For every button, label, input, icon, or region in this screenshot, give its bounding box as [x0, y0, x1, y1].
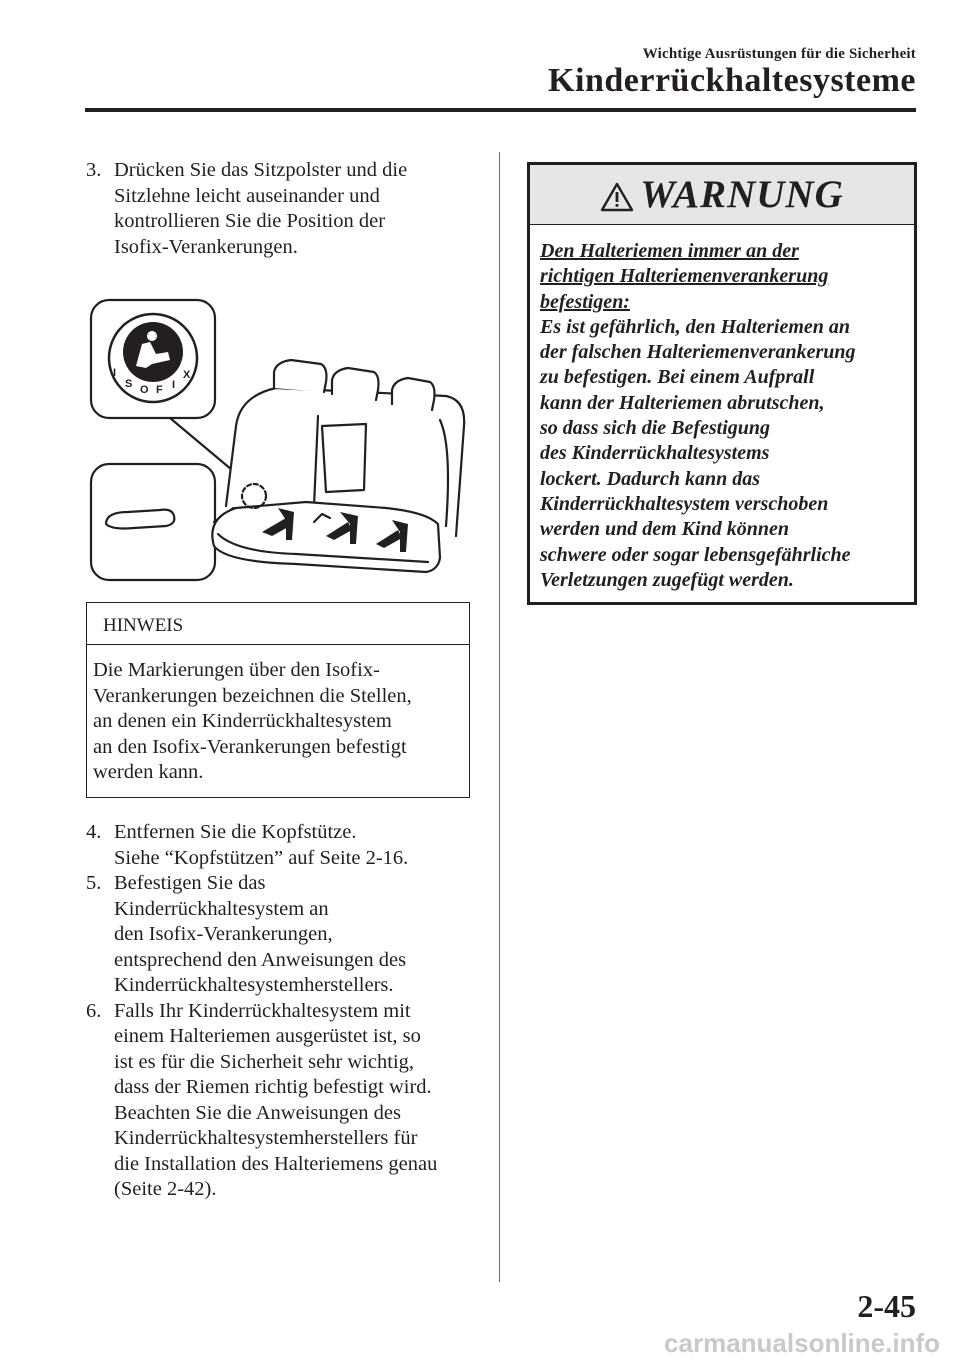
- page-number: 2-45: [857, 1288, 916, 1324]
- step-item: [86, 158, 486, 260]
- step-line: Siehe “Kopfstützen” auf Seite 2-16.: [114, 846, 409, 869]
- step-number: 5.: [86, 872, 102, 894]
- column-divider: [499, 152, 500, 1282]
- step-number: 3.: [86, 159, 102, 181]
- step-line: Drücken Sie das Sitzpolster und die: [114, 159, 408, 181]
- isofix-letter: I: [172, 379, 176, 391]
- step-line: dass der Riemen richtig befestigt wird.: [114, 1076, 432, 1098]
- steps-lower: [86, 820, 486, 1203]
- note-line: Die Markierungen über den Isofix-: [93, 659, 380, 681]
- warning-line: Kinderrückhaltesystem verschoben: [540, 492, 829, 515]
- warning-body: [530, 225, 914, 593]
- warning-heading-line: richtigen Halteriemenverankerung: [540, 265, 829, 288]
- warning-heading-line: Den Halteriemen immer an der: [540, 240, 799, 262]
- warning-line: schwere oder sogar lebensgefährliche: [540, 543, 851, 566]
- isofix-figure: [86, 296, 472, 586]
- note-line: an den Isofix-Verankerungen befestigt: [93, 735, 407, 758]
- warning-triangle-icon: [600, 182, 634, 212]
- warning-box: [527, 162, 917, 605]
- step-number: 6.: [86, 999, 102, 1022]
- step-text: [114, 158, 486, 260]
- warning-line: werden und dem Kind können: [540, 518, 789, 541]
- isofix-letter: F: [156, 384, 163, 396]
- step-number: 4.: [86, 821, 102, 843]
- step-item: [86, 820, 486, 871]
- step-text: [114, 999, 486, 1203]
- step-line: ist es für die Sicherheit sehr wichtig,: [114, 1050, 415, 1073]
- page-title: Kinderrückhaltesysteme: [548, 62, 916, 99]
- note-line: Verankerungen bezeichnen die Stellen,: [93, 684, 412, 707]
- steps-upper: [86, 158, 486, 260]
- warning-line: des Kinderrückhaltesystems: [540, 442, 770, 465]
- step-line: kontrollieren Sie die Position der: [114, 210, 386, 232]
- warning-header: [530, 165, 914, 225]
- section-subtitle: Wichtige Ausrüstungen für die Sicherheit: [642, 46, 916, 62]
- step-line: Entfernen Sie die Kopfstütze.: [114, 821, 357, 843]
- warning-line: Verletzungen zugefügt werden.: [540, 568, 794, 591]
- isofix-letter: X: [183, 369, 191, 381]
- note-body: [87, 645, 469, 786]
- isofix-letter: O: [140, 384, 149, 396]
- step-line: einem Halteriemen ausgerüstet ist, so: [114, 1025, 421, 1047]
- step-line: die Installation des Halteriemens genau: [114, 1152, 438, 1175]
- step-line: entsprechend den Anweisungen des: [114, 948, 407, 971]
- note-line: werden kann.: [93, 761, 204, 783]
- note-box: [86, 602, 470, 798]
- step-item: [86, 871, 486, 999]
- step-line: Sitzlehne leicht auseinander und: [114, 184, 380, 207]
- warning-line: zu befestigen. Bei einem Aufprall: [540, 366, 815, 389]
- warning-title: WARNUNG: [640, 173, 844, 216]
- step-line: (Seite 2-42).: [114, 1178, 217, 1200]
- step-line: den Isofix-Verankerungen,: [114, 923, 333, 945]
- step-line: Kinderrückhaltesystemherstellers für: [114, 1127, 418, 1149]
- rear-seat-illustration: [86, 296, 472, 586]
- warning-line: kann der Halteriemen abrutschen,: [540, 391, 825, 414]
- warning-heading-line: befestigen:: [540, 290, 630, 313]
- isofix-badge-icon: [109, 314, 197, 402]
- step-line: Beachten Sie die Anweisungen des: [114, 1101, 401, 1124]
- step-text: [114, 871, 486, 999]
- warning-line: Es ist gefährlich, den Halteriemen an: [540, 315, 851, 338]
- step-line: Befestigen Sie das: [114, 872, 266, 894]
- step-item: [86, 999, 486, 1203]
- note-line: an denen ein Kinderrückhaltesystem: [93, 710, 392, 732]
- warning-line: der falschen Halteriemenverankerung: [540, 341, 856, 364]
- step-line: Isofix-Verankerungen.: [114, 235, 298, 258]
- isofix-letter: I: [113, 367, 117, 379]
- step-text: [114, 820, 486, 871]
- watermark-text: carmanualsonline.info: [664, 1328, 940, 1358]
- warning-line: so dass sich die Befestigung: [540, 417, 771, 440]
- isofix-letter: S: [125, 378, 133, 390]
- warning-line: lockert. Dadurch kann das: [540, 467, 761, 490]
- step-line: Falls Ihr Kinderrückhaltesystem mit: [114, 999, 411, 1022]
- header-rule: [85, 108, 916, 112]
- note-title: HINWEIS: [87, 603, 469, 645]
- step-line: Kinderrückhaltesystemherstellers.: [114, 974, 394, 996]
- step-line: Kinderrückhaltesystem an: [114, 897, 329, 920]
